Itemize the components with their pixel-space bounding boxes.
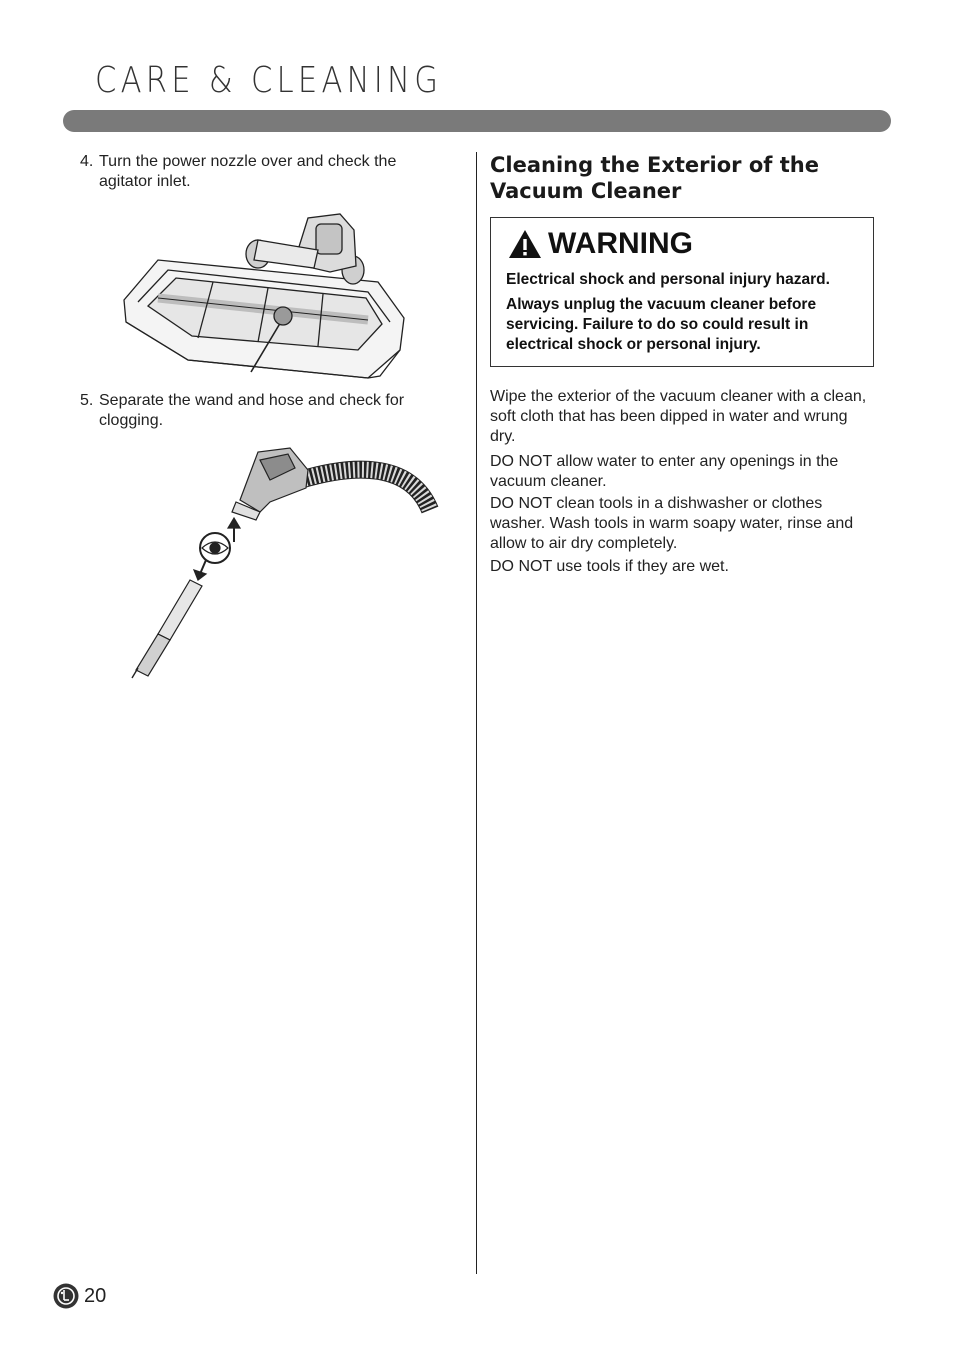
step-4 (80, 152, 440, 192)
section-title: CARE & CLEANING (95, 60, 443, 101)
column-divider (476, 152, 477, 1274)
paragraph: Wipe the exterior of the vacuum cleaner with a clean, soft cloth that has been dipped in water and wrung dry. (490, 388, 867, 445)
warning-line-1: Electrical shock and personal injury hazard. (506, 271, 830, 288)
warning-triangle-icon (508, 229, 542, 259)
section-heading: Cleaning the Exterior of the Vacuum Cleaner (490, 153, 819, 203)
warning-box (490, 217, 874, 367)
title-bar (63, 110, 891, 132)
step-number: 4. (80, 153, 94, 170)
paragraph: DO NOT allow water to enter any openings in the vacuum cleaner. (490, 453, 839, 490)
step-number: 5. (80, 392, 94, 409)
step-5 (80, 391, 440, 431)
warning-title: WARNING (548, 227, 693, 260)
wand-hose-illustration (130, 440, 440, 680)
paragraph: DO NOT use tools if they are wet. (490, 558, 729, 575)
footer (53, 1283, 106, 1309)
power-nozzle-illustration (118, 210, 410, 385)
warning-header (508, 226, 693, 262)
warning-line-2: Always unplug the vacuum cleaner before servicing. Failure to do so could result in electrical shock or personal injury. (506, 296, 817, 353)
paragraph: DO NOT clean tools in a dishwasher or clothes washer. Wash tools in warm soapy water, rinse and allow to air dry completely. (490, 495, 854, 552)
step-text: Turn the power nozzle over and check the agitator inlet. (99, 153, 397, 190)
lg-logo-icon (53, 1283, 79, 1309)
step-text: Separate the wand and hose and check for clogging. (99, 392, 405, 429)
page-number: 20 (84, 1284, 107, 1307)
